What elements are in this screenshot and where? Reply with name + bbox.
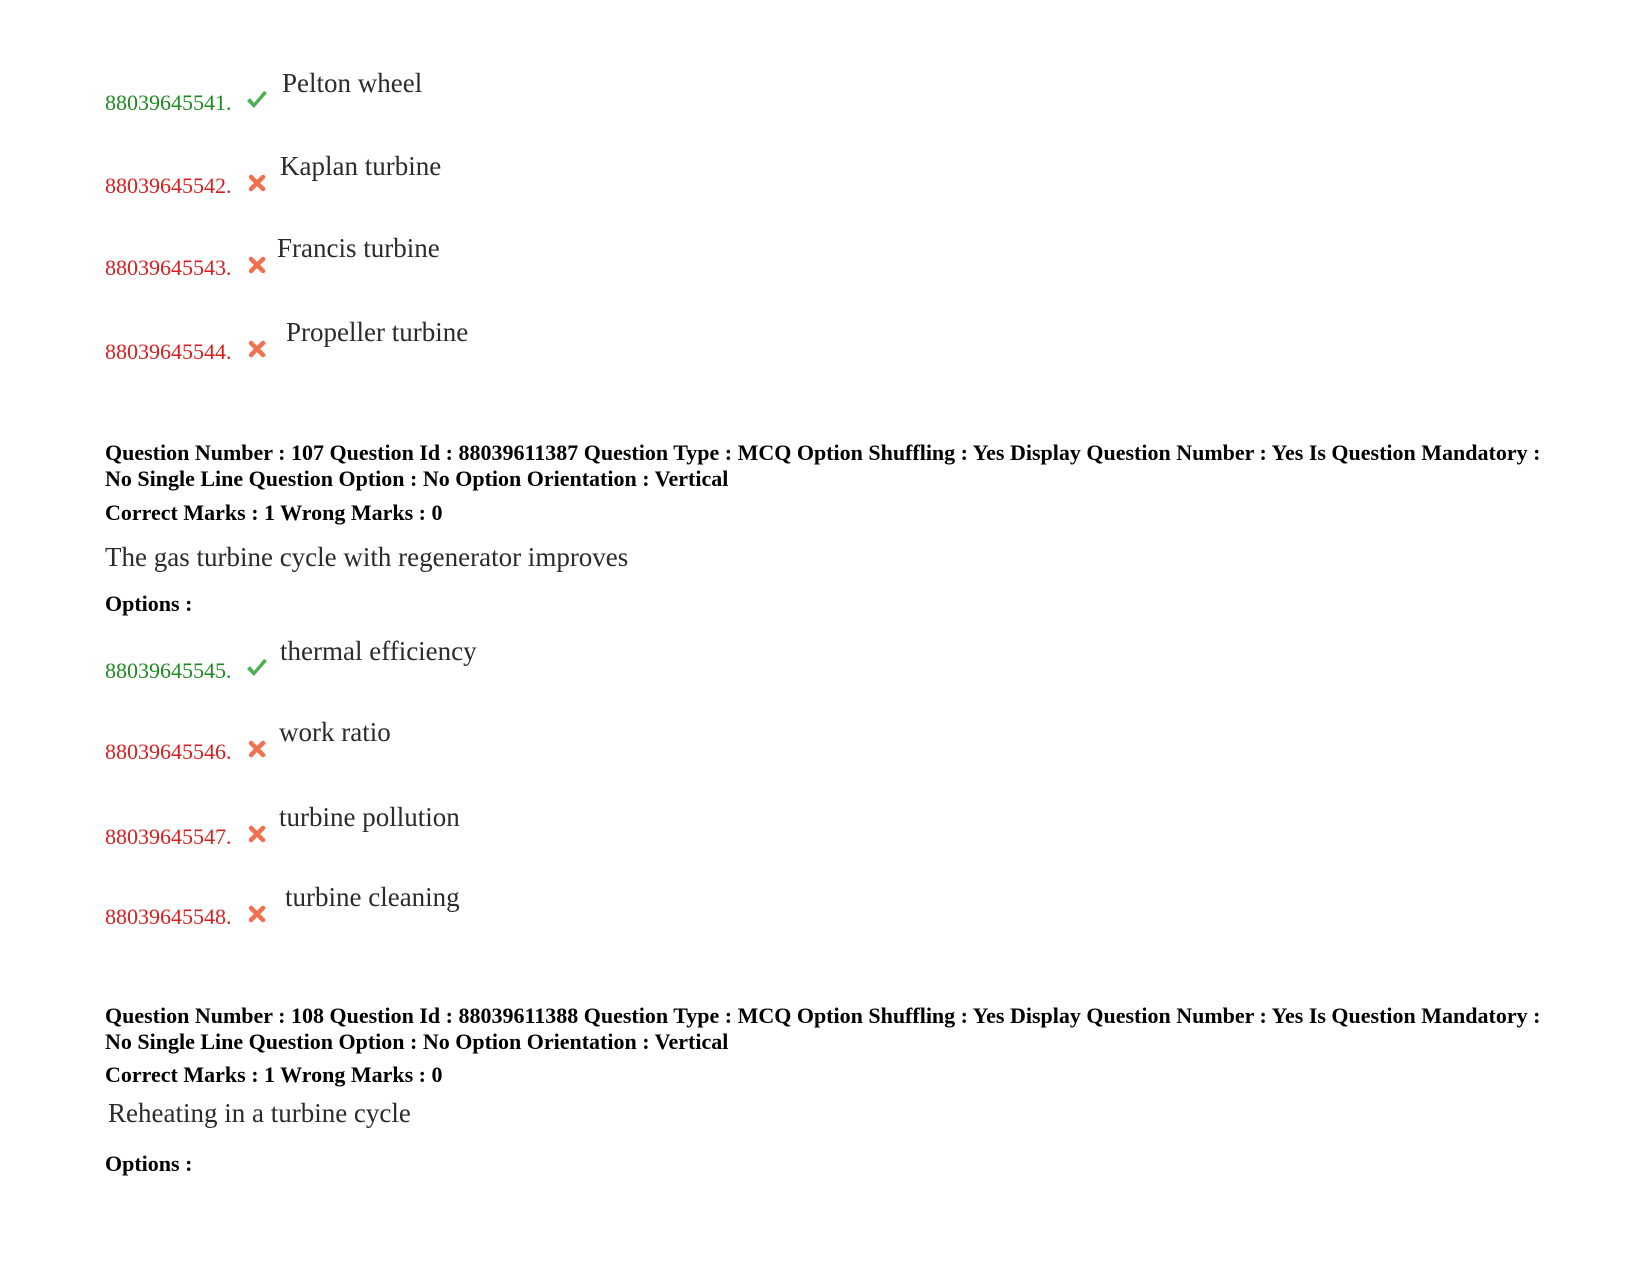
option-text: turbine cleaning — [285, 882, 460, 912]
option-id: 88039645547. — [105, 824, 232, 849]
option-row — [105, 882, 805, 929]
option-text: Propeller turbine — [286, 317, 469, 347]
question-meta: Question Number : 108 Question Id : 88039611388 Question Type : MCQ Option Shuffling : Yes Display Question Number : Yes Is Question Mandatory : No Single Line Question Option : No Option Orientation : Vertical — [105, 1003, 1541, 1054]
cross-icon — [245, 171, 269, 195]
option-row — [105, 233, 805, 280]
cross-icon — [245, 737, 269, 761]
option-text: turbine pollution — [279, 802, 460, 832]
option-text: Francis turbine — [277, 233, 440, 263]
question-text: The gas turbine cycle with regenerator improves — [105, 542, 629, 572]
option-id: 88039645544. — [105, 339, 232, 364]
option-text: Kaplan turbine — [280, 151, 442, 181]
cross-icon — [245, 822, 269, 846]
options-label: Options : — [105, 591, 193, 616]
question-marks: Correct Marks : 1 Wrong Marks : 0 — [105, 1062, 443, 1087]
check-icon — [245, 656, 269, 680]
option-id: 88039645542. — [105, 173, 232, 198]
option-row — [105, 636, 805, 683]
option-id: 88039645548. — [105, 904, 232, 929]
option-text: thermal efficiency — [280, 636, 477, 666]
question-text: Reheating in a turbine cycle — [108, 1098, 411, 1128]
cross-icon — [245, 902, 269, 926]
option-row — [105, 717, 805, 764]
option-text: Pelton wheel — [282, 68, 423, 98]
option-row — [105, 317, 805, 364]
option-text: work ratio — [279, 717, 391, 747]
question-meta: Question Number : 107 Question Id : 88039611387 Question Type : MCQ Option Shuffling : Yes Display Question Number : Yes Is Question Mandatory : No Single Line Question Option : No Option Orientation : Vertical — [105, 440, 1541, 491]
question-marks: Correct Marks : 1 Wrong Marks : 0 — [105, 500, 443, 525]
option-id: 88039645545. — [105, 658, 232, 683]
option-id: 88039645546. — [105, 739, 232, 764]
cross-icon — [245, 337, 269, 361]
option-id: 88039645543. — [105, 255, 232, 280]
option-row — [105, 68, 805, 115]
cross-icon — [245, 253, 269, 277]
check-icon — [245, 88, 269, 112]
option-id: 88039645541. — [105, 90, 232, 115]
option-row — [105, 802, 805, 849]
options-label: Options : — [105, 1151, 193, 1176]
option-row — [105, 151, 805, 198]
